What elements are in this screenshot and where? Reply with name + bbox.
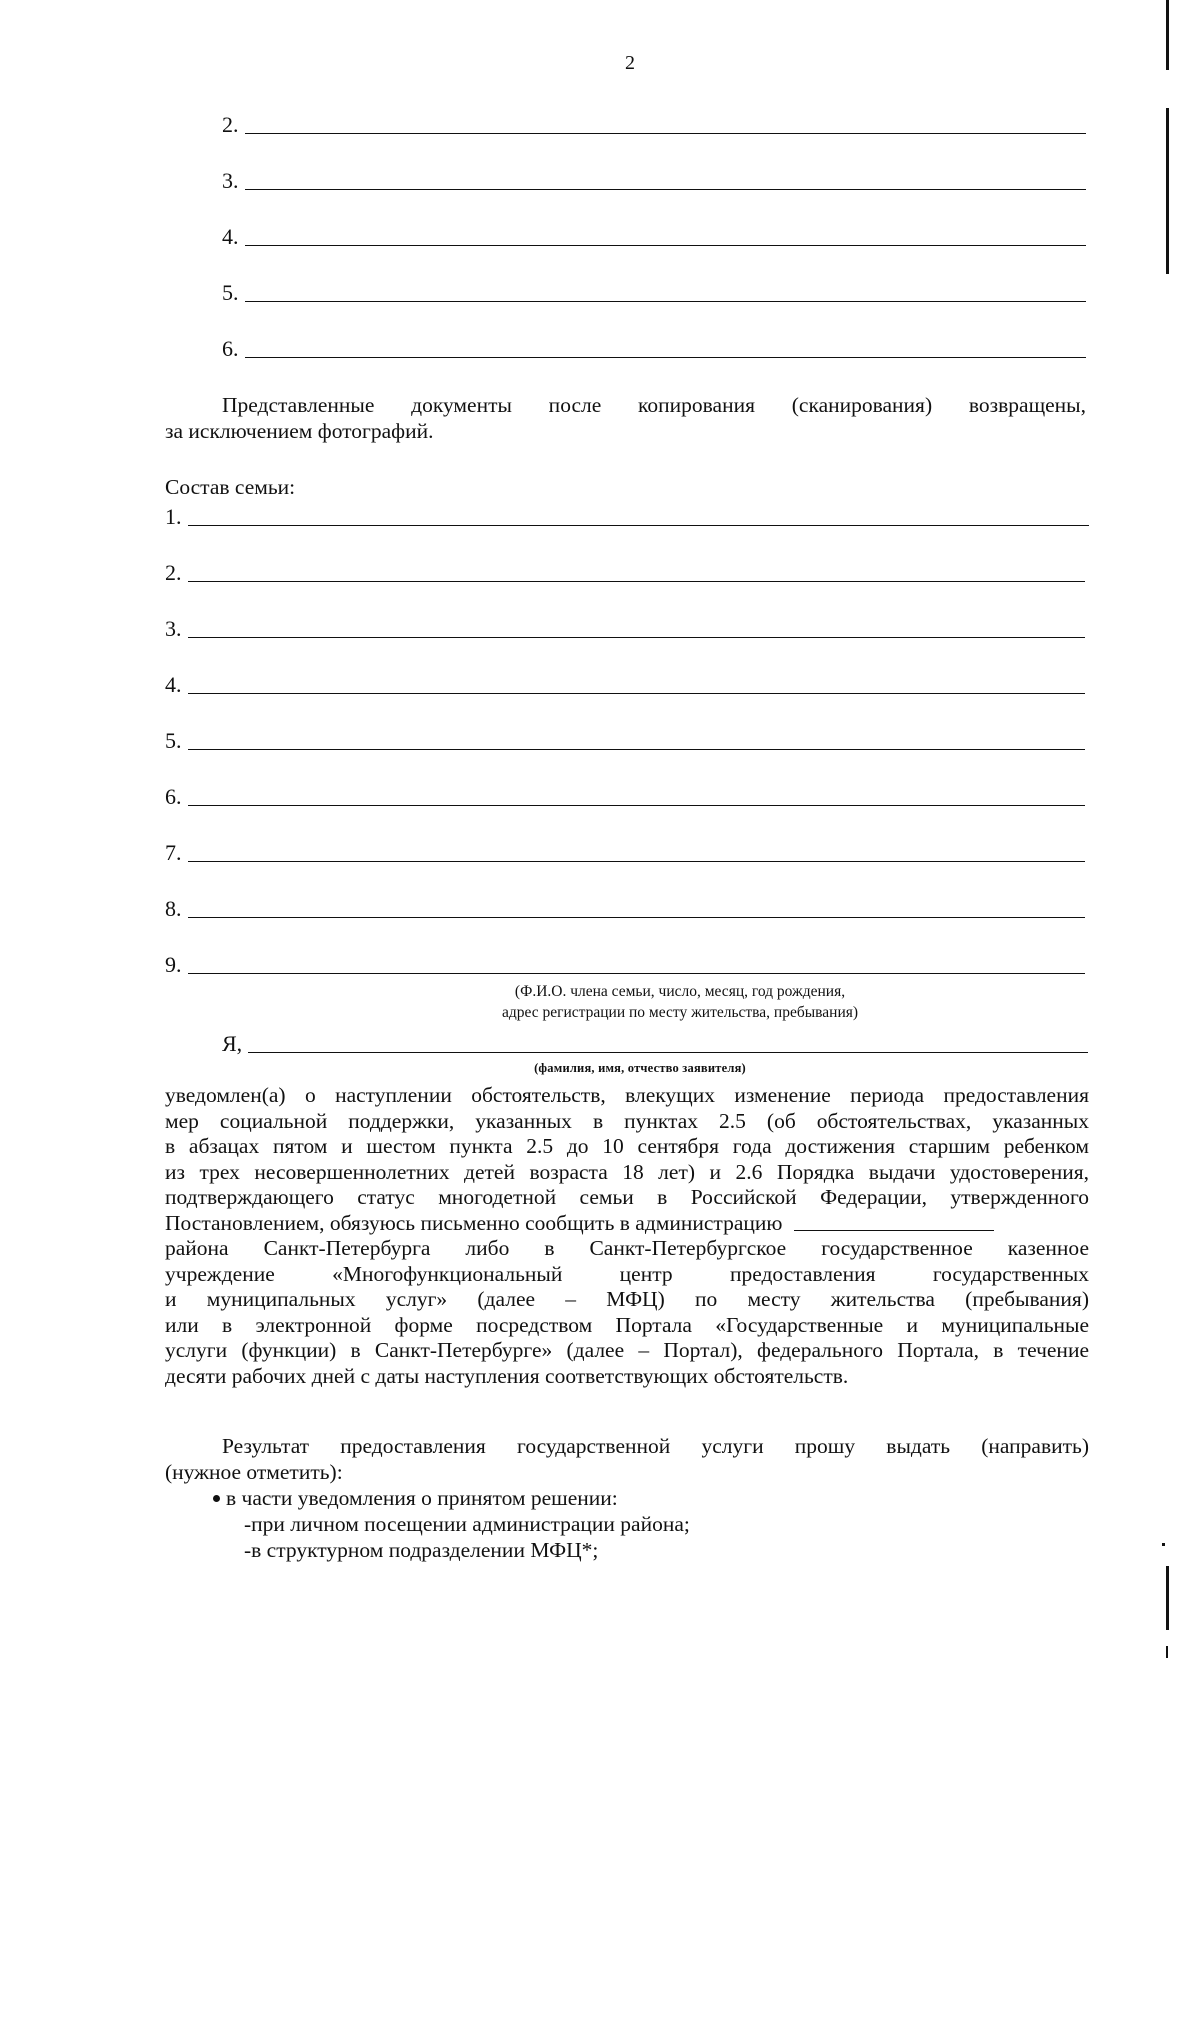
applicant-line: [222, 1027, 1088, 1055]
list-item-number: 6.: [222, 336, 239, 361]
returned-note-line2: за исключением фотографий.: [165, 419, 434, 443]
result-option-mfc[interactable]: -в структурном подразделении МФЦ*;: [244, 1538, 599, 1562]
blank-line[interactable]: [245, 188, 1087, 190]
list-item-number: 4.: [165, 672, 182, 697]
applicant-caption: (фамилия, имя, отчество заявителя): [534, 1061, 746, 1075]
scan-edge-mark: [1166, 0, 1169, 70]
result-option-in-person[interactable]: -при личном посещении администрации района;: [244, 1512, 690, 1536]
scan-edge-mark: [1162, 1543, 1165, 1546]
blank-line[interactable]: [188, 916, 1086, 918]
blank-line[interactable]: [188, 692, 1086, 694]
family-member-line: [165, 612, 1085, 640]
family-member-line: [165, 668, 1085, 696]
list-item: [222, 164, 1086, 192]
scan-edge-mark: [1166, 108, 1169, 274]
result-line2: (нужное отметить):: [165, 1460, 343, 1484]
blank-line[interactable]: [188, 748, 1086, 750]
list-item: [222, 332, 1086, 360]
list-item: [222, 220, 1086, 248]
notice-paragraph: [165, 1083, 1089, 1389]
family-caption: [300, 981, 1060, 1023]
notice-line: Постановлением, обязуюсь письменно сообщить в администрацию: [165, 1210, 783, 1235]
family-member-line: [165, 948, 1085, 976]
blank-line[interactable]: [188, 636, 1086, 638]
notice-line: или в электронной форме посредством Портала «Государственные и муниципальные: [165, 1312, 1089, 1337]
applicant-prefix: Я,: [222, 1031, 243, 1056]
notice-line: услуги (функции) в Санкт-Петербурге» (далее – Портал), федерального Портала, в течение: [165, 1338, 1089, 1362]
result-bullet-text: в части уведомления о принятом решении:: [226, 1486, 618, 1510]
notice-line: района Санкт-Петербурга либо в Санкт-Петербургское государственное казенное: [165, 1236, 1089, 1260]
notice-line-with-blank: [165, 1211, 1089, 1237]
list-item-number: 7.: [165, 840, 182, 865]
family-member-line: [165, 892, 1085, 920]
family-member-line: [165, 780, 1085, 808]
list-item-number: 1.: [165, 504, 182, 529]
scan-edge-mark: [1166, 1566, 1169, 1630]
bullet-icon: [213, 1495, 220, 1502]
family-member-line: [165, 724, 1085, 752]
list-item-number: 5.: [165, 728, 182, 753]
notice-line: учреждение «Многофункциональный центр предоставления государственных: [165, 1261, 1089, 1286]
page-number: 2: [625, 52, 635, 74]
scan-edge-mark: [1166, 1646, 1168, 1658]
notice-line: из трех несовершеннолетних детей возраста 18 лет) и 2.6 Порядка выдачи удостоверения,: [165, 1159, 1089, 1184]
notice-line: мер социальной поддержки, указанных в пунктах 2.5 (об обстоятельствах, указанных: [165, 1108, 1089, 1133]
notice-line: уведомлен(а) о наступлении обстоятельств, влекущих изменение периода предоставления: [165, 1083, 1089, 1107]
blank-line[interactable]: [245, 132, 1087, 134]
blank-line[interactable]: [188, 972, 1086, 974]
blank-line[interactable]: [188, 804, 1086, 806]
blank-line[interactable]: [245, 356, 1087, 358]
family-caption-line2: адрес регистрации по месту жительства, пребывания): [501, 1004, 859, 1021]
returned-note-line1: Представленные документы после копирования (сканирования) возвращены,: [222, 393, 1086, 417]
blank-line[interactable]: [188, 524, 1090, 526]
result-bullet-item: [213, 1486, 618, 1512]
list-item-number: 9.: [165, 952, 182, 977]
family-caption-line1: (Ф.И.О. члена семьи, число, месяц, год рождения,: [514, 983, 846, 1000]
notice-line: подтверждающего статус многодетной семьи в Российской Федерации, утвержденного: [165, 1185, 1089, 1209]
blank-line[interactable]: [188, 580, 1086, 582]
family-heading: Состав семьи:: [165, 475, 296, 499]
applicant-name-field[interactable]: [248, 1051, 1088, 1053]
blank-line[interactable]: [245, 244, 1087, 246]
list-item-number: 3.: [165, 616, 182, 641]
family-member-line: [165, 556, 1085, 584]
list-item: [222, 108, 1086, 136]
list-item-number: 5.: [222, 280, 239, 305]
list-item-number: 2.: [165, 560, 182, 585]
list-item-number: 6.: [165, 784, 182, 809]
notice-line: десяти рабочих дней с даты наступления соответствующих обстоятельств.: [165, 1363, 849, 1388]
blank-line[interactable]: [188, 860, 1086, 862]
notice-line: и муниципальных услуг» (далее – МФЦ) по месту жительства (пребывания): [165, 1287, 1089, 1311]
notice-line: в абзацах пятом и шестом пункта 2.5 до 10 сентября года достижения старшим ребенком: [165, 1134, 1089, 1158]
administration-field[interactable]: [794, 1230, 994, 1231]
result-line1: Результат предоставления государственной услуги прошу выдать (направить): [222, 1434, 1089, 1458]
family-member-line: [165, 836, 1085, 864]
list-item: [222, 276, 1086, 304]
list-item-number: 4.: [222, 224, 239, 249]
family-member-line: [165, 500, 1089, 528]
blank-line[interactable]: [245, 300, 1087, 302]
list-item-number: 8.: [165, 896, 182, 921]
list-item-number: 2.: [222, 112, 239, 137]
list-item-number: 3.: [222, 168, 239, 193]
